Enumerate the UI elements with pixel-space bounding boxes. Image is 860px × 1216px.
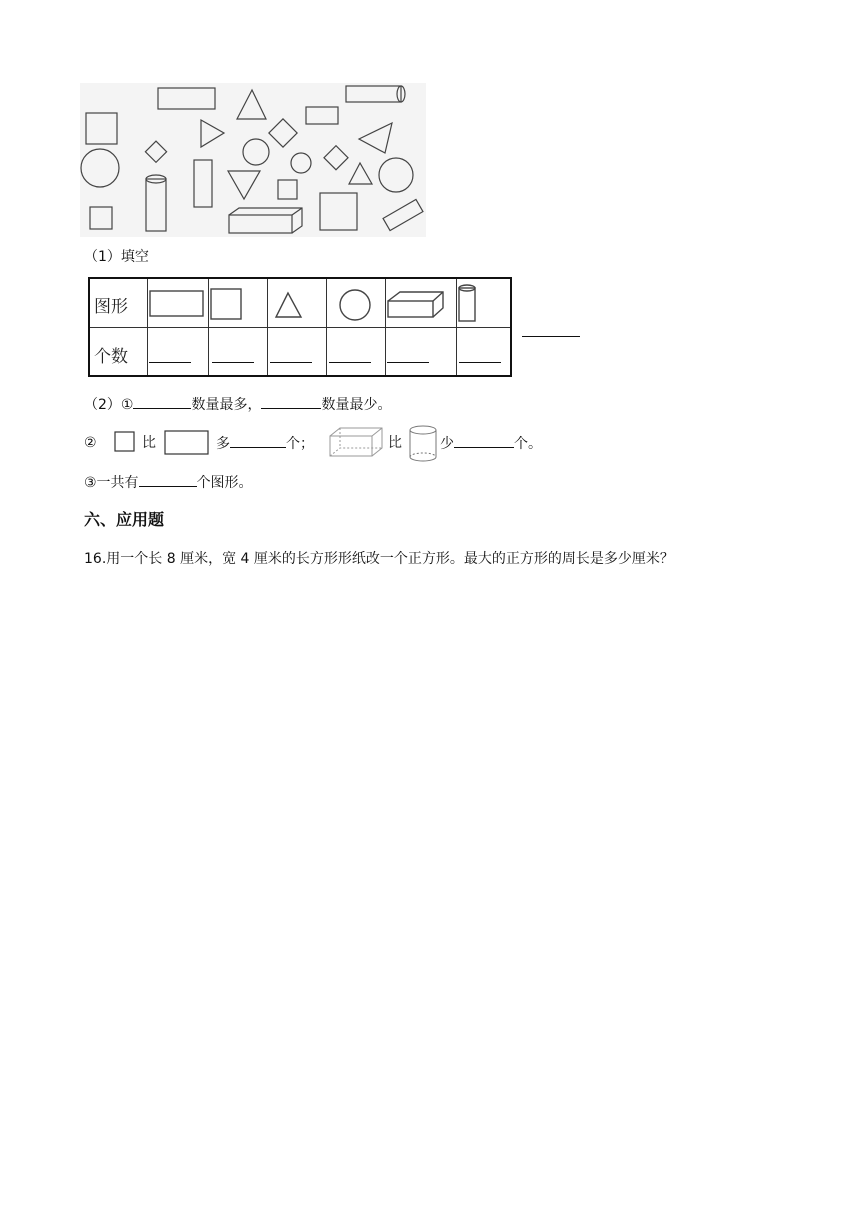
count-blank[interactable] [387,362,429,363]
square-icon [114,431,136,453]
rectangle-icon [164,430,210,456]
answer-blank[interactable] [139,473,197,487]
cuboid-icon [328,426,384,458]
square-icon [324,146,348,170]
square-icon [86,113,117,144]
q2-duo-line [216,434,314,453]
circle-icon [243,139,269,165]
square-icon [145,141,166,162]
q2-bi: 比 [142,435,156,451]
square-icon [269,119,297,147]
rectangle-icon [306,107,338,124]
q1-suffix: 数量最少。 [321,397,392,413]
rectangle-icon [194,160,212,207]
triangle-icon [349,163,372,184]
question-2-1 [84,395,391,414]
cuboid-icon [388,292,443,317]
extra-blank[interactable] [522,336,580,337]
triangle-icon [201,120,224,147]
section-title: 六、应用题 [84,510,165,529]
q2-shao-line [440,434,542,453]
q1-middle: 数量最多， [191,397,262,413]
answer-blank[interactable] [230,434,286,448]
circle-icon [379,158,413,192]
count-blank[interactable] [459,362,501,363]
rectangle-icon [150,291,203,316]
cuboid-icon [229,208,302,233]
table-row-divider [90,327,510,328]
triangle-icon [228,171,260,199]
circle-icon [291,153,311,173]
circle-icon [81,149,119,187]
q2-ge2: 个。 [514,436,542,452]
answer-blank[interactable] [133,395,191,409]
rectangle-icon [383,199,423,230]
cylinder-icon [146,175,166,231]
square-icon [211,289,241,319]
count-blank[interactable] [149,362,191,363]
q3-prefix: ③一共有 [84,475,139,491]
q2-duo: 多 [216,436,230,452]
q2-ge1: 个； [286,436,314,452]
cylinder-icon [408,424,440,464]
triangle-icon [359,123,392,153]
count-blank[interactable] [270,362,312,363]
rectangle-icon [158,88,215,109]
circle-icon [340,290,370,320]
count-blank[interactable] [212,362,254,363]
square-icon [278,180,297,199]
q3-suffix: 个图形。 [196,475,253,491]
triangle-icon [276,293,301,317]
question-2-2 [84,424,584,464]
square-icon [320,193,357,230]
answer-blank[interactable] [261,395,321,409]
answer-blank[interactable] [454,434,514,448]
q2-bi2: 比 [388,435,402,451]
table-row-label-shape: 图形 [94,297,128,317]
triangle-icon [237,90,266,119]
q2-shao: 少 [440,436,454,452]
square-icon [90,207,112,229]
table-row-label-count: 个数 [94,347,128,367]
part1-label: （1）填空 [84,249,149,265]
question-2-3 [84,473,253,492]
shape-count-table [88,277,512,377]
question-16: 16.用一个长 8 厘米，宽 4 厘米的长方形形纸改一个正方形。最大的正方形的周长是多少厘米？ [84,551,674,567]
shapes-illustration [80,83,426,237]
cylinder-icon [459,285,475,321]
count-blank[interactable] [329,362,371,363]
table-shape-icons [90,279,510,327]
shapes-figure [80,83,426,237]
q1-prefix: （2）① [84,397,134,413]
cylinder-icon [346,86,405,102]
q2-prefix: ② [84,435,97,451]
